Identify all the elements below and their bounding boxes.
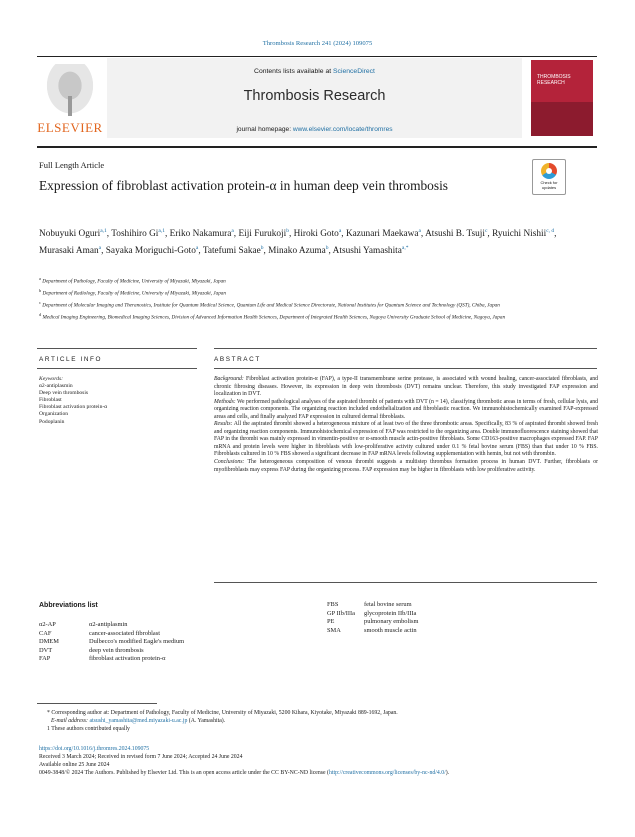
contents-line [107,68,522,75]
contents-prefix: Contents lists available at [254,68,334,75]
author-affiliation-marker[interactable]: a,* [401,244,409,251]
author[interactable] [170,229,234,239]
abbreviation-definition: Dulbecco's modified Eagle's medium [89,638,185,646]
abstract-section-label: Background: [214,376,244,382]
masthead [37,58,597,140]
author-name[interactable]: Atsushi B. Tsuji [425,229,485,240]
author-name[interactable]: Minako Azuma [268,245,326,256]
author-name[interactable]: Nobuyuki Oguri [39,229,101,240]
article-type: Full Length Article [39,160,105,170]
abstract-body [214,376,598,474]
abstract-heading: ABSTRACT [214,356,261,363]
abbreviation-term: DMEM [39,638,59,646]
abstract-section-text: The heterogeneous composition of venous thrombi suggests a multistep thrombus formation process in human DVT. Further, fibroblasts or myofibroblasts may express FAP during the organizing process. FAP expression may be higher in fibroblasts with low proliferative activity. [214,459,598,473]
abbreviation-definition: cancer-associated fibroblast [89,629,161,637]
author[interactable] [39,229,107,239]
author-affiliation-marker[interactable]: a,1 [100,228,107,234]
author[interactable] [333,246,409,256]
email-label: E-mail address: [51,718,88,724]
author[interactable] [106,246,199,256]
article-info-rule [37,348,197,349]
keyword[interactable]: Podoplanin [39,418,65,425]
keyword[interactable]: α2-antiplasmin [39,383,73,390]
affiliation-list [39,276,599,325]
journal-name: Thrombosis Research [243,88,386,104]
keyword[interactable]: Fibroblast [39,397,62,404]
abbreviations-heading: Abbreviations list [39,602,98,609]
affiliation-marker: d [39,312,42,318]
equal-contribution-note: 1 These authors contributed equally [47,726,130,732]
keyword[interactable]: Fibroblast activation protein-α [39,404,108,411]
top-rule [37,56,597,57]
elsevier-logo[interactable] [37,64,103,136]
affiliation-text: Department of Radiology, Faculty of Medicine, University of Miyazaki, Miyazaki, Japan [41,290,226,297]
journal-banner [107,58,522,138]
abbreviation-row [39,655,319,664]
author-name[interactable]: Sayaka Moriguchi-Goto [105,245,196,256]
keyword[interactable]: Organization [39,411,69,418]
abstract-section-text: All the aspirated thrombi showed a heterogeneous mixture of at least two of the three thrombotic areas. Specifically, 83 % of aspirated thrombi showed fresh and organizing reaction components. Immunohistochemical expression of FAP was restricted to the organizing area. Double immunofluorescence staining showed that FAP in the thrombi was mainly expressed in vimentin-positive or α-smooth muscle actin-positive fibroblasts. Some CD163-positive macrophages expressed FAP. FAP mRNA and protein levels were higher in fibroblasts with low-proliferative activity cultured under 0.1 % fetal bovine serum (FBS) than that under 10 % FBS. Fibroblasts cultured in 10 % FBS showed a significant decrease in FAP mRNA levels following supplementation with hemin, but not with thrombin. [214,421,598,458]
abbreviation-row [39,630,319,639]
abbreviation-term: DVT [39,646,53,654]
cover-band [531,102,593,136]
affiliation [39,312,599,321]
author-name[interactable]: Tatefumi Sakae [202,245,261,256]
abbreviation-row [39,638,319,647]
author-affiliation-marker[interactable]: a [195,244,199,251]
abbreviation-definition: α2-antiplasmin [89,621,128,628]
article-title: Expression of fibroblast activation protein-α in human deep vein thrombosis [39,178,449,193]
email-link[interactable]: atsushi_yamashita@med.miyazaki-u.ac.jp [89,718,188,724]
abstract-paragraph [214,421,598,459]
license-suffix: ). [445,770,450,776]
affiliation [39,276,599,285]
article-info-heading: ARTICLE INFO [39,356,103,363]
abbreviation-definition: glycoprotein IIb/IIIa [364,609,417,617]
keywords-block [39,376,199,426]
author-name[interactable]: Hiroki Goto [293,229,339,240]
author-affiliation-marker[interactable]: b [260,244,264,251]
author-name[interactable]: Toshihiro Gi [111,229,159,240]
abbreviations-right [327,601,597,635]
abstract-subrule [214,368,597,369]
author-name[interactable]: Atsushi Yamashita [332,245,402,256]
abstract-section-text: Fibroblast activation protein-α (FAP), a type-II transmembrane serine protease, is associated with wound healing, cancer-associated fibroblasts, and chronic fibrosing diseases. However, its expression in deep vein thrombosis (DVT) remains unclear. Therefore, this study investigated FAP expression and localization in DVT. [214,376,598,398]
abstract-paragraph [214,399,598,422]
affiliation [39,288,599,297]
received-dates: Received 3 March 2024; Received in revised form 7 June 2024; Accepted 24 June 2024 [39,754,243,760]
author[interactable] [203,246,264,256]
publisher-name: ELSEVIER [37,120,103,135]
author-affiliation-marker[interactable]: a [98,244,102,251]
elsevier-tree-icon [43,64,97,118]
email-suffix: (A. Yamashita). [187,718,226,724]
abstract-section-text: We performed pathological analyses of the aspirated thrombi of patients with DVT (n = 14), classifying thrombotic areas in terms of fresh, cellular lysis, and organizing reaction components. The organizing reaction included endothelialization and fibroblastic reaction. We immunohistochemically examined FAP-expressed areas and cells, and finally analyzed FAP expression in cultured dermal fibroblasts. [214,398,598,420]
author-affiliation-marker[interactable]: c [484,228,488,234]
author[interactable] [111,229,165,239]
journal-citation[interactable]: Thrombosis Research 241 (2024) 109075 [262,40,373,47]
doi-link[interactable]: https://doi.org/10.1016/j.thromres.2024.109075 [39,746,150,752]
keyword[interactable]: Deep vein thrombosis [39,390,89,397]
abbreviation-row [327,601,597,610]
abbreviation-definition: pulmonary embolism [364,618,419,626]
author-affiliation-marker[interactable]: b [286,228,289,234]
journal-cover-image[interactable] [531,60,593,136]
abbreviation-term: FAP [39,655,51,663]
affiliation-text: Department of Pathology, Faculty of Medicine, University of Miyazaki, Miyazaki, Japan [40,278,226,285]
abbreviation-term: FBS [327,601,339,608]
author[interactable] [268,246,328,256]
cover-title: THROMBOSIS RESEARCH [537,74,571,86]
abbreviation-definition: fetal bovine serum [364,601,412,608]
author-name[interactable]: Kazunari Maekawa [345,229,419,240]
footnote-rule [37,703,157,704]
author-name[interactable]: Murasaki Aman [39,245,99,256]
author[interactable] [346,229,421,239]
abstract-section-label: Methods: [214,398,236,405]
affiliation [39,300,599,309]
author-affiliation-marker[interactable]: c, d [546,228,555,234]
author[interactable] [425,229,487,239]
abbreviation-definition: fibroblast activation protein-α [89,655,166,663]
homepage-line [107,126,522,133]
author-affiliation-marker[interactable]: a [338,228,342,234]
abstract-section-label: Results: [214,421,233,428]
author[interactable] [294,229,342,239]
abstract-end-rule [214,582,597,583]
author-name[interactable]: Eriko Nakamura [169,229,232,240]
check-for-updates-button[interactable] [532,159,566,195]
abbreviation-row [327,618,597,627]
email-line [47,717,587,725]
abstract-paragraph [214,459,598,474]
homepage-link[interactable]: www.elsevier.com/locate/thromres [292,126,393,133]
footnotes [47,709,587,733]
abbreviation-term: GP IIb/IIIa [327,609,355,617]
abstract-paragraph [214,376,598,399]
license-prefix: 0049-3848/© 2024 The Authors. Published by Elsevier Ltd. This is an open access article under the CC BY-NC-ND license ( [39,770,329,776]
available-online: Available online 25 June 2024 [39,762,110,768]
abstract-section-label: Conclusions: [214,459,245,466]
author[interactable] [238,229,289,239]
abbreviation-row [39,647,319,656]
author-affiliation-marker[interactable]: a [418,228,421,234]
affiliation-text: Medical Imaging Engineering, Biomedical Imaging Sciences, Division of Advanced Information Health Sciences, Department of Integrated Health Sciences, Nagoya University Graduate School of Medicine, Nagoya, Japan [41,315,506,322]
abbreviation-row [327,610,597,619]
abbreviation-term: CAF [39,629,52,637]
author-affiliation-marker[interactable]: a [231,228,234,234]
homepage-prefix: journal homepage: [236,126,293,133]
abbreviation-term: SMA [327,626,341,634]
license-link[interactable]: http://creativecommons.org/licenses/by-nc-nd/4.0/ [328,770,446,776]
license-line [39,769,599,777]
affiliation-marker: a [39,276,41,281]
keywords-label: Keywords: [39,376,64,382]
author[interactable] [39,246,101,256]
affiliation-text: Department of Molecular Imaging and Theranostics, Institute for Quantum Medical Science, Quantum Life and Medical Science Directorate, National Institutes for Quantum Science and Technology (QST), Chiba, Japan [40,302,500,309]
abbreviation-term: α2-AP [39,621,56,628]
abstract-rule [214,348,597,349]
author[interactable] [492,229,554,239]
author-list: Nobuyuki Oguri$^{a,1}$, Toshihiro Gi$^{a,1}$, Eriko Nakamura$^a$, Eiji Furukoji$^b$, Hiroki Goto$^a$, Kazunari Maekawa$^a$, Atsushi B. Tsuji$^c$, Ryuichi Nishii$^{c, d}$, Murasaki Aman$^a$, Sayaka Moriguchi-Goto$^a$, Tatefumi Sakae$^b$, Minako Azuma$^b$, Atsushi Yamashita$^{a,*}$ [39,228,557,256]
article-info-subrule [37,368,197,369]
abbreviation-row [39,621,319,630]
author-affiliation-marker[interactable]: b [325,244,329,251]
author-name[interactable]: Ryuichi Nishii [492,229,547,240]
corresponding-author-note: * Corresponding author at: Department of Pathology, Faculty of Medicine, University of Miyazaki, 5200 Kihara, Kiyotake, Miyazaki 889-1692, Japan. [47,710,398,716]
check-updates-label: Check for updates [540,180,558,190]
abbreviations-left [39,621,319,664]
affiliation-marker: c [39,300,41,306]
author-name[interactable]: Eiji Furukoji [238,229,287,240]
abbreviation-row [327,627,597,636]
abbreviation-term: PE [327,618,335,626]
affiliation-marker: b [39,288,42,294]
masthead-rule [37,146,597,148]
sciencedirect-link[interactable]: ScienceDirect [333,68,375,75]
publication-info [39,745,599,777]
abbreviation-definition: deep vein thrombosis [89,646,144,654]
abbreviation-definition: smooth muscle actin [364,626,417,634]
check-updates-icon [541,163,557,179]
author-affiliation-marker[interactable]: a,1 [158,228,165,234]
